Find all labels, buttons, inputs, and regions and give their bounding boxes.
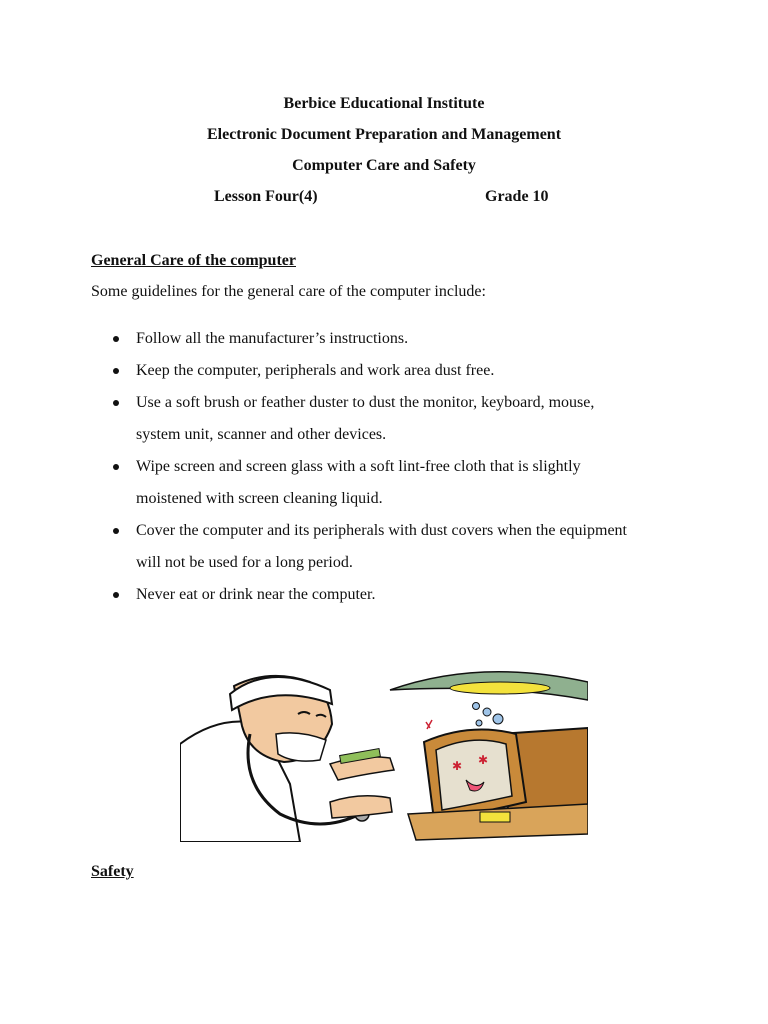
list-item-line: will not be used for a long period. <box>136 554 353 571</box>
list-item-line: system unit, scanner and other devices. <box>136 426 387 443</box>
topic-title: Computer Care and Safety <box>292 157 476 174</box>
care-guidelines-list <box>91 323 691 611</box>
bullet-icon <box>113 592 119 598</box>
computer-icon <box>408 728 588 840</box>
lamp-icon <box>390 672 588 700</box>
lesson-number: Lesson Four(4) <box>214 188 318 205</box>
safety-heading: Safety <box>91 863 134 880</box>
general-care-heading: General Care of the computer <box>91 252 296 269</box>
svg-text:✱: ✱ <box>452 759 463 773</box>
general-care-intro: Some guidelines for the general care of the computer include: <box>91 283 486 300</box>
doctor-examining-computer-illustration <box>180 664 588 842</box>
institute-title: Berbice Educational Institute <box>283 95 485 112</box>
list-item-line: Follow all the manufacturer’s instructions. <box>136 330 409 347</box>
list-item-line: Keep the computer, peripherals and work area dust free. <box>136 362 495 379</box>
doctor-icon <box>180 676 394 842</box>
list-item <box>91 515 691 579</box>
svg-text:✱: ✱ <box>478 753 489 767</box>
bullet-icon <box>113 400 119 406</box>
lesson-grade-row <box>0 187 768 207</box>
grade-level: Grade 10 <box>485 188 549 205</box>
list-item-line: Never eat or drink near the computer. <box>136 586 376 603</box>
list-item-line: Use a soft brush or feather duster to dust the monitor, keyboard, mouse, <box>136 394 595 411</box>
bubbles-icon <box>426 703 503 730</box>
list-item <box>91 451 691 515</box>
list-item <box>91 355 691 387</box>
bullet-icon <box>113 336 119 342</box>
bullet-icon <box>113 368 119 374</box>
list-item-line: Wipe screen and screen glass with a soft lint-free cloth that is slightly <box>136 458 581 475</box>
list-item-line: moistened with screen cleaning liquid. <box>136 490 383 507</box>
list-item <box>91 579 691 611</box>
list-item-line: Cover the computer and its peripherals with dust covers when the equipment <box>136 522 627 539</box>
bullet-icon <box>113 528 119 534</box>
bullet-icon <box>113 464 119 470</box>
course-title: Electronic Document Preparation and Management <box>206 126 562 143</box>
list-item <box>91 387 691 451</box>
list-item <box>91 323 691 355</box>
